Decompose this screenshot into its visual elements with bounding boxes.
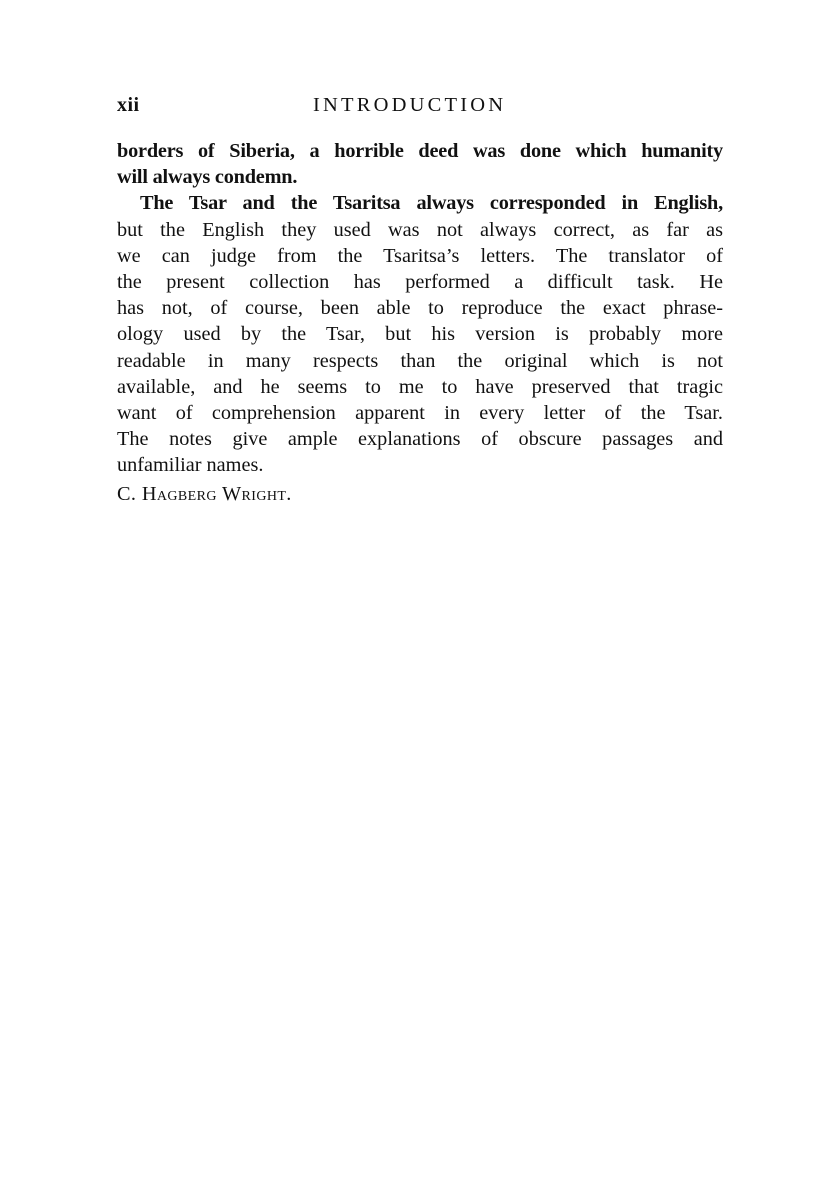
text-line: borders of Siberia, a horrible deed was done which humanity [117,140,723,162]
text-line: has not, of course, been able to reproduce the exact phrase- [117,297,723,320]
book-page [117,94,723,507]
text-line: we can judge from the Tsaritsa’s letters. The translator of [117,244,723,267]
text-line: The notes give ample explanations of obscure passages and [117,428,723,451]
text-line: The Tsar and the Tsaritsa always corresponded in English, [140,192,723,215]
text-line: unfamiliar names. [117,454,264,477]
body-text [117,138,723,507]
signature: C. Hagberg Wright. [117,482,292,505]
paragraph-main [117,190,723,478]
page-number: xii [117,94,140,116]
text-line: readable in many respects than the original which is not [117,349,723,372]
text-line: ology used by the Tsar, but his version is probably more [117,323,723,346]
paragraph-continuation [117,138,723,190]
text-line: but the English they used was not always correct, as far as [117,218,723,241]
text-line: the present collection has performed a difficult task. He [117,271,723,294]
text-line: available, and he seems to me to have preserved that tragic [117,375,723,398]
text-line: will always condemn. [117,166,298,189]
running-head [117,94,723,124]
running-title: INTRODUCTION [313,94,507,116]
text-line: want of comprehension apparent in every letter of the Tsar. [117,402,723,425]
